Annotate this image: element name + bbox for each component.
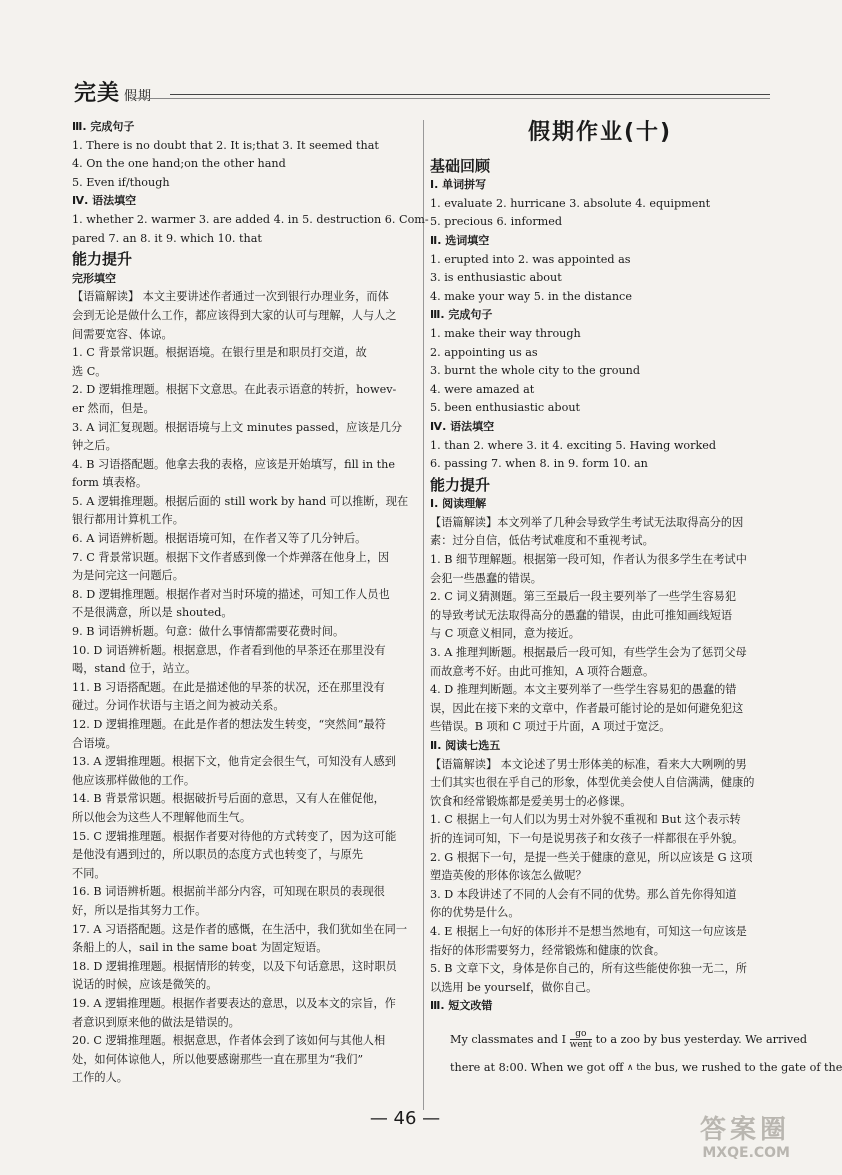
essay-text: to a zoo by bus yesterday. We arrived — [595, 1032, 807, 1046]
logo-subtext: 假期 — [124, 89, 153, 104]
answer-line: 4. make your way 5. in the distance — [430, 289, 632, 303]
answer-line: 指好的体形需要努力，经常锻炼和健康的饮食。 — [430, 943, 665, 957]
answer-line: 【语篇解读】 本文论述了男士形体美的标准，看来大大咧咧的男 — [430, 757, 747, 771]
answer-line: 士们其实也很在乎自己的形象，体型优美会使人自信满满，健康的 — [430, 776, 755, 790]
answer-line: 9. B 词语辨析题。句意：做什么事情都需要花费时间。 — [72, 625, 345, 639]
watermark-url: MXQE.COM — [702, 1145, 790, 1161]
caret-icon: ∧ — [626, 1062, 634, 1073]
answer-line: 16. B 词语辨析题。根据前半部分内容，可知现在职员的表现很 — [72, 885, 385, 899]
answer-line: 间需要宽容、体谅。 — [72, 327, 173, 341]
answer-line: er 然而，但是。 — [72, 401, 155, 415]
answer-line: 以选用 be yourself，做你自己。 — [430, 980, 598, 994]
answer-line: 不同。 — [72, 866, 106, 880]
answer-line: pared 7. an 8. it 9. which 10. that — [72, 231, 262, 245]
answer-line: 13. A 逻辑推理题。根据下文，他肯定会很生气，可知没有人感到 — [72, 755, 396, 769]
answer-line: 你的优势是什么。 — [430, 906, 520, 920]
subsection-heading: Ⅲ. 完成句子 — [72, 120, 135, 133]
essay-text: there at 8:00. When we got off — [450, 1060, 624, 1074]
answer-line: 15. C 逻辑推理题。根据作者要对待他的方式转变了，因为这可能 — [72, 829, 397, 843]
answer-line: 工作的人。 — [72, 1071, 128, 1085]
answer-line: 19. A 逻辑推理题。根据作者要表达的意思，以及本文的宗旨，作 — [72, 996, 396, 1010]
answer-line: 1. erupted into 2. was appointed as — [430, 252, 631, 266]
header — [60, 76, 770, 116]
subsection-heading: Ⅱ. 选词填空 — [430, 233, 490, 247]
essay-line-2 — [450, 1054, 842, 1082]
answer-line: 折的连词可知，下一句是说男孩子和女孩子一样都很在乎外貌。 — [430, 831, 744, 845]
subsection-heading: Ⅰ. 单词拼写 — [430, 178, 487, 192]
answer-line: 条船上的人，sail in the same boat 为固定短语。 — [72, 941, 328, 955]
answer-line: 者意识到原来他的做法是错误的。 — [72, 1015, 240, 1029]
logo — [74, 76, 152, 107]
answer-line: 1. B 细节理解题。根据第一段可知，作者认为很多学生在考试中 — [430, 553, 747, 567]
insertion-mark — [627, 1063, 651, 1073]
answer-line: 饮食和经常锻炼都是爱美男士的必修课。 — [430, 794, 632, 808]
answer-line: 处，如何体谅他人，所以他要感谢那些一直在那里为“我们” — [72, 1052, 364, 1066]
section-title: 假期作业(十) — [527, 120, 673, 145]
answer-line: 银行都用计算机工作。 — [72, 513, 184, 527]
answer-line: 5. Even if/though — [72, 175, 170, 189]
answer-line: 2. C 词义猜测题。第三至最后一段主要列举了一些学生容易犯 — [430, 590, 737, 604]
correction-original: go — [570, 1029, 592, 1040]
answer-line: 3. D 本段讲述了不同的人会有不同的优势。那么首先你得知道 — [430, 887, 737, 901]
answer-line: 8. D 逻辑推理题。根据作者对当时环境的描述，可知工作人员也 — [72, 587, 390, 601]
answer-line: 10. D 词语辨析题。根据意思，作者看到他的早茶还在那里没有 — [72, 643, 386, 657]
answer-line: 2. D 逻辑推理题。根据下文意思。在此表示语意的转折，howev- — [72, 383, 397, 397]
answer-line: 【语篇解读】本文列举了几种会导致学生考试无法取得高分的因 — [430, 515, 744, 529]
answer-line: 会到无论是做什么工作，都应该得到大家的认可与理解，人与人之 — [72, 308, 397, 322]
answer-line: 4. B 习语搭配题。他拿去我的表格，应该是开始填写，fill in the — [72, 457, 395, 471]
answer-line: 5. been enthusiastic about — [430, 401, 581, 415]
inserted-word: the — [636, 1062, 652, 1073]
answer-line: 1. make their way through — [430, 326, 581, 340]
header-rule — [170, 94, 770, 95]
answer-line: 3. A 词汇复现题。根据语境与上文 minutes passed，应该是几分 — [72, 420, 403, 434]
correction-mark — [570, 1029, 592, 1050]
answer-line: 6. A 词语辨析题。根据语境可知，在作者又等了几分钟后。 — [72, 532, 367, 546]
answer-line: 会犯一些愚蠢的错误。 — [430, 571, 542, 585]
answer-line: 塑造英俊的形体你该怎么做呢？ — [430, 869, 587, 883]
answer-line: 好，所以是指其努力工作。 — [72, 903, 207, 917]
answer-line: 与 C 项意义相同，意为接近。 — [430, 627, 580, 641]
answer-line: 4. D 推理判断题。本文主要列举了一些学生容易犯的愚蠢的错 — [430, 683, 737, 697]
right-column — [430, 118, 842, 1082]
answer-line: 【语篇解读】 本文主要讲述作者通过一次到银行办理业务，而体 — [72, 290, 389, 304]
section-heading: 能力提升 — [72, 250, 133, 269]
answer-line: 合语境。 — [72, 736, 117, 750]
subsection-heading: Ⅳ. 语法填空 — [430, 419, 495, 433]
watermark-title: 答案圈 — [699, 1115, 790, 1145]
answer-line: 1. C 背景常识题。根据语境。在银行里是和职员打交道，故 — [72, 346, 367, 360]
answer-line: 1. There is no doubt that 2. It is;that 3. It seemed that — [72, 138, 379, 152]
answer-line: 2. G 根据下一句，是提一些关于健康的意见，所以应该是 G 这项 — [430, 850, 753, 864]
answer-line: 他应该那样做他的工作。 — [72, 773, 196, 787]
answer-line: 不是很满意，所以是 shouted。 — [72, 606, 233, 620]
answer-line: 1. than 2. where 3. it 4. exciting 5. Having worked — [430, 438, 717, 452]
answer-line: 为是问完这一问题后。 — [72, 569, 184, 583]
answer-line: 5. precious 6. informed — [430, 215, 563, 229]
answer-line: 1. whether 2. warmer 3. are added 4. in 5. destruction 6. Com- — [72, 212, 429, 226]
header-rule-thin — [130, 98, 770, 99]
answer-line: 说话的时候，应该是微笑的。 — [72, 978, 218, 992]
correction-fixed: went — [569, 1040, 593, 1051]
answer-line: 3. A 推理判断题。根据最后一段可知，有些学生会为了惩罚父母 — [430, 646, 747, 660]
column-divider — [423, 120, 424, 1110]
answer-line: 选 C。 — [72, 364, 107, 378]
answer-line: 5. A 逻辑推理题。根据后面的 still work by hand 可以推断，现在 — [72, 494, 409, 508]
right-items — [430, 157, 770, 1016]
answer-line: 素：过分自信，低估考试难度和不重视考试。 — [430, 534, 654, 548]
answer-line: 11. B 习语搭配题。在此是描述他的早茶的状况，还在那里没有 — [72, 680, 385, 694]
subsection-heading: Ⅱ. 阅读七选五 — [430, 739, 501, 752]
answer-line: 20. C 逻辑推理题。根据意思，作者体会到了该如何与其他人相 — [72, 1034, 386, 1048]
left-column — [72, 118, 429, 1088]
essay-text: My classmates and I — [450, 1032, 567, 1046]
essay-text: bus, we rushed to the gate of the — [654, 1060, 842, 1074]
answer-line: 5. B 文章下文，身体是你自己的，所有这些能使你独一无二，所 — [430, 962, 747, 976]
answer-line: 2. appointing us as — [430, 345, 538, 359]
answer-line: 4. On the one hand;on the other hand — [72, 157, 286, 171]
essay-line-1 — [450, 1026, 807, 1054]
page-number: — 46 — — [369, 1108, 441, 1129]
answer-line: 钟之后。 — [72, 439, 117, 453]
answer-line: 14. B 背景常识题。根据破折号后面的意思，又有人在催促他， — [72, 792, 385, 806]
answer-line: 是他没有遇到过的，所以职员的态度方式也转变了，与原先 — [72, 848, 363, 862]
answer-line: 4. were amazed at — [430, 382, 535, 396]
answer-line: 喝，stand 位于，站立。 — [72, 662, 197, 676]
subsection-heading: Ⅳ. 语法填空 — [72, 194, 137, 208]
subsection-heading: Ⅲ. 完成句子 — [430, 308, 493, 322]
answer-line: 17. A 习语搭配题。这是作者的感慨，在生活中，我们犹如坐在同一 — [72, 922, 408, 936]
section-heading: 能力提升 — [430, 475, 491, 494]
answer-line: 7. C 背景常识题。根据下文作者感到像一个炸弹落在他身上，因 — [72, 550, 390, 564]
answer-line: 1. evaluate 2. hurricane 3. absolute 4. equipment — [430, 196, 711, 210]
watermark — [700, 1115, 790, 1161]
subsection-heading: 完形填空 — [72, 271, 116, 285]
answer-line: 误，因此在接下来的文章中，作者最可能讨论的是如何避免犯这 — [430, 701, 744, 715]
answer-line: 6. passing 7. when 8. in 9. form 10. an — [430, 457, 648, 471]
answer-line: 1. C 根据上一句人们以为男士对外貌不重视和 But 这个表示转 — [430, 813, 741, 827]
answer-line: 4. E 根据上一句好的体形并不是想当然地有，可知这一句应该是 — [430, 924, 747, 938]
answer-line: form 填表格。 — [72, 476, 148, 490]
section-heading: 基础回顾 — [430, 156, 491, 175]
answer-line: 而故意考不好。由此可推知，A 项符合题意。 — [430, 664, 655, 678]
answer-line: 的导致考试无法取得高分的愚蠢的错误，由此可推知画线短语 — [430, 608, 733, 622]
correction-essay — [430, 1026, 842, 1082]
logo-text: 完美 — [74, 81, 121, 106]
answer-line: 些错误。B 项和 C 项过于片面，A 项过于宽泛。 — [430, 720, 671, 734]
answer-line: 18. D 逻辑推理题。根据情形的转变，以及下句话意思，这时职员 — [72, 959, 397, 973]
answer-line: 3. is enthusiastic about — [430, 271, 562, 285]
subsection-heading: Ⅰ. 阅读理解 — [430, 497, 487, 511]
answer-line: 12. D 逻辑推理题。在此是作者的想法发生转变，“突然间”最符 — [72, 718, 386, 731]
answer-line: 所以他会为这些人不理解他而生气。 — [72, 810, 252, 824]
answer-line: 3. burnt the whole city to the ground — [430, 364, 641, 378]
answer-line: 碰过。分词作状语与主语之间为被动关系。 — [72, 699, 285, 713]
subsection-heading: Ⅲ. 短文改错 — [430, 999, 493, 1013]
